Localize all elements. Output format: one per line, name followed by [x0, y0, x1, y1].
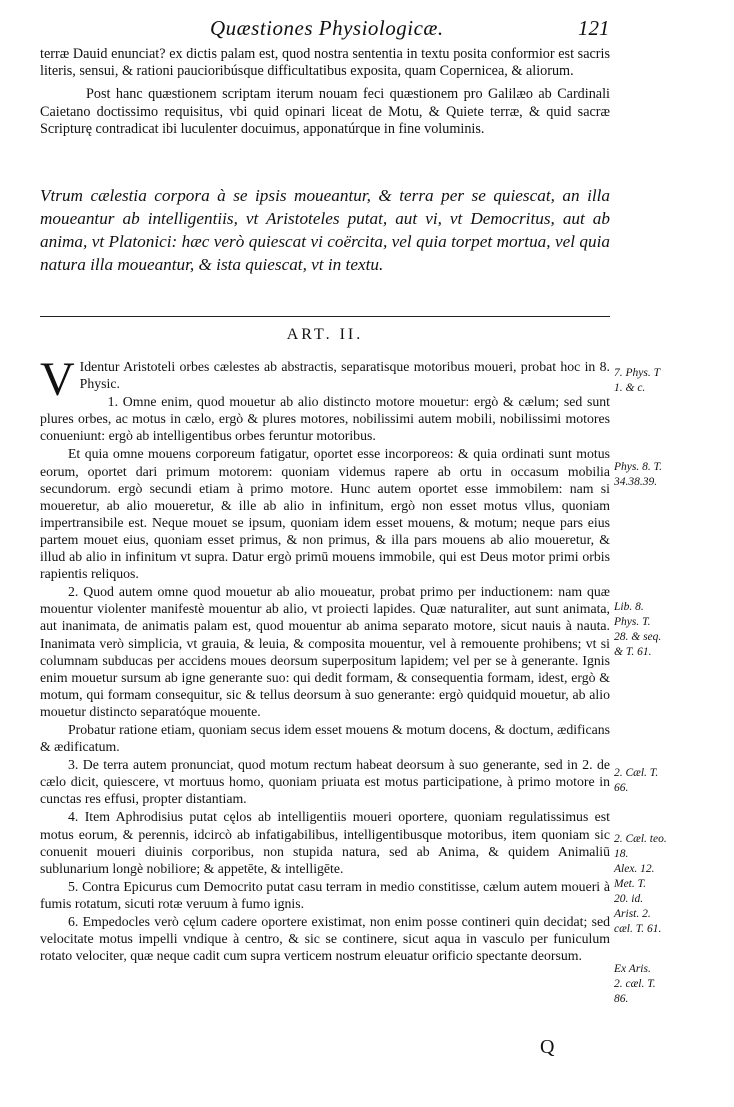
body-paragraph-6: 3. De terra autem pronunciat, quod motum rectum habeat deorsum à suo generante, sed in 2. de cælo dicit, quiescere, vt mortuus homo, quoniam priuata est motus participatione, à primo motore in cunctas res effusi, propter distantiam. [40, 757, 610, 807]
margin-note: Ex Aris. 2. cæl. T. 86. [614, 963, 656, 1005]
margin-note: 2. Cæl. teo. 18. Alex. 12. Met. T. 20. id. Arist. 2. cæl. T. 61. [614, 833, 667, 935]
article-body [40, 353, 610, 964]
body-paragraph-1-text: Identur Aristoteli orbes cælestes ab abstractis, separatisque motoribus moueri, probat hoc in 8. Physic. [79, 359, 610, 392]
intro-paragraph-2: Post hanc quæstionem scriptam iterum nouam feci quæstionem pro Galilæo ab Cardinali Caietano doctissimo requisitus, vbi quid opinari liceat de Motu, & Quiete terræ, & quid sacræ Scripturę contradicat ibi luculenter docuimus, apponatúrque in fine voluminis. [40, 86, 610, 137]
margin-note: 2. Cæl. T. 66. [614, 767, 659, 794]
body-paragraph-5: Probatur ratione etiam, quoniam secus idem esset mouens & motum docens, & doctum, ædificans & ædificatum. [40, 721, 610, 755]
body-paragraph-4: 2. Quod autem omne quod mouetur ab alio moueatur, probat primo per inductionem: nam quæ mouentur violenter manifestè mouentur ab alio, vt proiecti lapides. Quæ naturaliter, aut sunt animata, aut inanimata, de animatis palam est, quod mouentur ab anima separato motore, sicut nauis à nauta. Inanimata verò simplicia, vt grauia, & leuia, & composita mouentur, vel à remouente prohibens; vt si columnam subducas per accidens moues deorsum superpositum lapidem; vel per se à generante. Ignis enim mouetur sursum ab igne generante suo: qui dedit formam, & consequentia formam, idest, ergò & motum, qui formam consequitur, sic & tellus deorsum à suo generante: ergò quidquid mouetur, ab alio mouetur distincto separatóque mouente. [40, 584, 610, 719]
drop-cap: V [40, 353, 75, 406]
body-paragraph [40, 353, 610, 406]
body-paragraph-3: Et quia omne mouens corporeum fatigatur, oportet esse incorporeos: & quia ordinati sunt motus eorum, oportet dari primum motorem: quoniam videmus rapere ab ortu in occasum mobilia secundorum. ergò secundi etiam à primo motore. Hunc autem oportet esse immobilem: nam si moueretur, ab alio moueretur, & ille ab alio in infinitum, ergò non esset motus vllus, quoniam impertransibile est. Neque mouet se ipsum, quoniam idem esset mouens, & motum; neque pars eius partem mouet eius, quoniam esset primus, & non primus, & illa pars mouens ab alio moueretur, & illud ab alio in infinitum vt supra. Datur ergò primū mouens immobile, qui est Deus motor primi orbis rapientis reliquos. [40, 446, 610, 582]
page-header [0, 14, 734, 44]
margin-note: Lib. 8. Phys. T. 28. & seq. & T. 61. [614, 601, 662, 658]
body-paragraph-7: 4. Item Aphrodisius putat cęlos ab intelligentiis moueri oportere, quoniam regulatissimus est motus eorum, & perennis, idcircò ab infatigabilibus, intelligentibusque motoribus, item quoniam sic conuenit moueri diuinis corporibus, non stupida natura, sed ab Anima, & quidem Animaliū sublunarium longè nobiliore; & appetēte, & intelligēte. [40, 809, 610, 876]
intro-text [40, 46, 610, 138]
question-heading: Vtrum cælestia corpora à se ipsis moueantur, & terra per se quiescat, an illa moueantur ab intelligentiis, vt Aristoteles putat, aut vi, vt Democritus, aut ab anima, vt Platonici: hæc verò quiescat vi coërcita, vel quia torpet mortua, vel quia natura illa moueantur, & ista quiescat, vt in textu. [40, 186, 610, 274]
body-paragraph-9: 6. Empedocles verò cęlum cadere oportere existimat, non enim posse contineri quin decidat; sed velocitate motus impelli vndique à centro, & sic se continere, sicut aqua in vasculo per funiculum rotato velociter, quæ neque cadit cum supra verticem nostrum eleuatur orificio spectante deorsum. [40, 914, 610, 964]
margin-note: Phys. 8. T. 34.38.39. [614, 461, 663, 488]
section-divider [40, 316, 610, 317]
running-title: Quæstiones Physiologicæ. [210, 16, 444, 40]
body-paragraph-2: 1. Omne enim, quod mouetur ab alio distincto motore mouetur: ergò & cælum; sed sunt plures orbes, ac motus in cælo, ergò & plures motores, nobilissimi autem mobili, nobilissimi motores conueniunt: ergò ab intelligentibus orbes feruntur motoribus. [40, 394, 610, 444]
body-paragraph-8: 5. Contra Epicurus cum Democrito putat casu terram in medio constitisse, cælum autem moueri à fumis rotatum, sicuti rotæ veruum à fumo ignis. [40, 878, 610, 911]
signature-mark: Q [540, 1036, 555, 1058]
article-title: ART. II. [286, 326, 364, 343]
intro-paragraph-1: terræ Dauid enunciat? ex dictis palam est, quod nostra sententia in textu posita conformior est sacris literis, sensui, & rationi paucioribúsque difficultatibus exposita, quam Copernicea, & aliorum. [40, 46, 610, 80]
margin-note: 7. Phys. T 1. & c. [614, 367, 660, 394]
page-number: 121 [578, 16, 610, 40]
